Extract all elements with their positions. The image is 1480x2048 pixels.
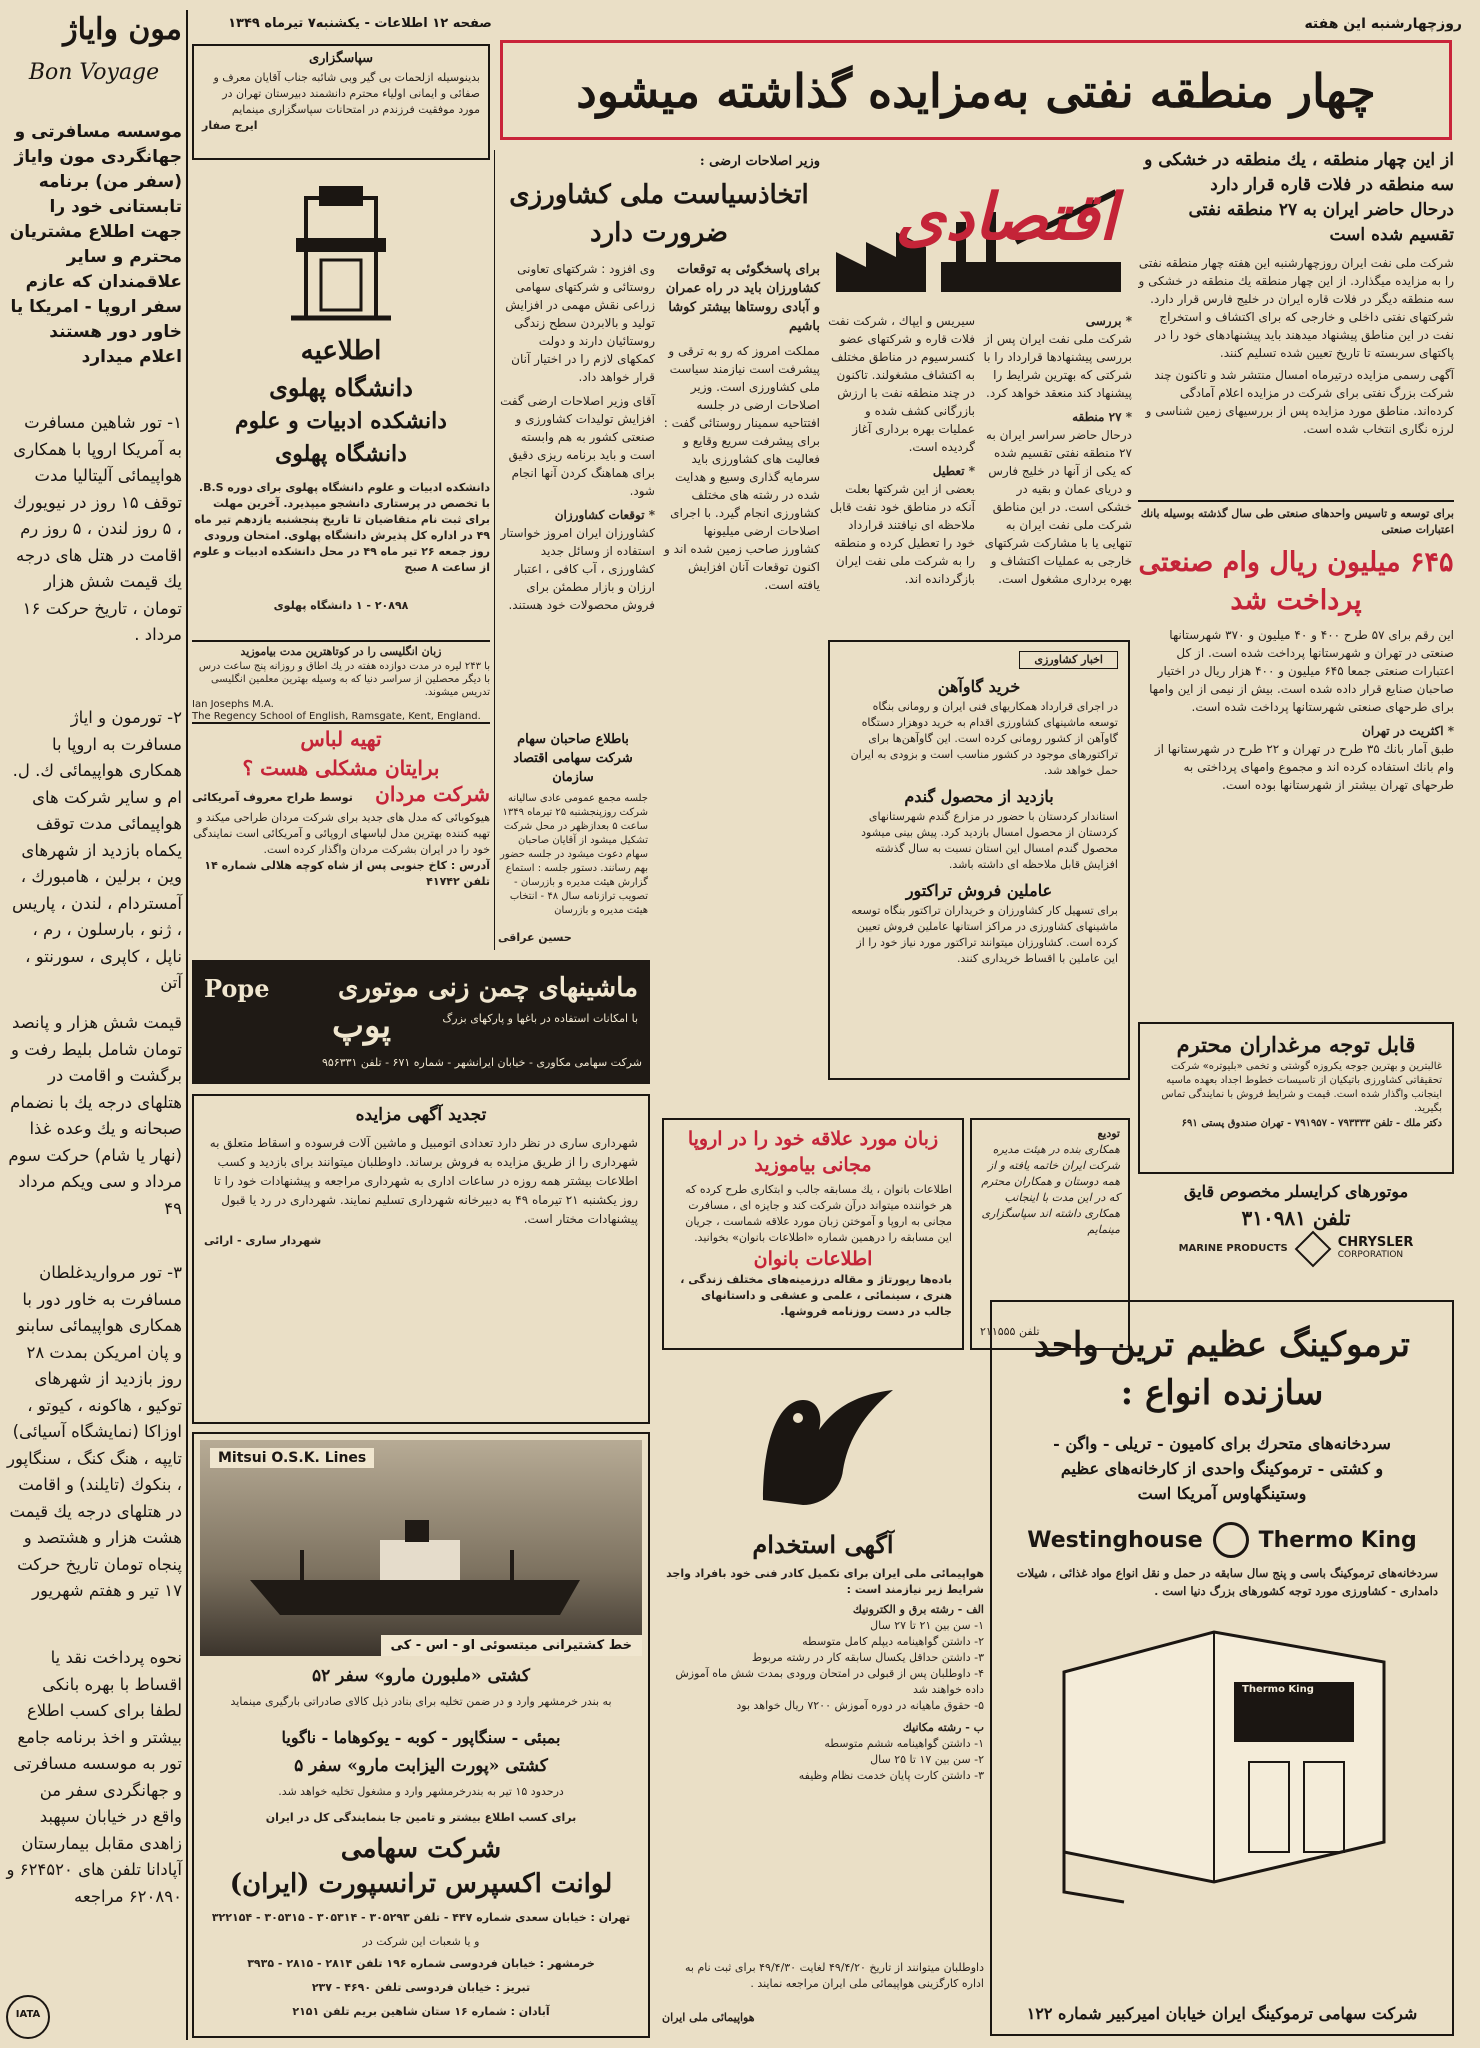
pope-contact: شرکت سهامی مکاوری - خیابان ایرانشهر - شماره ۶۷۱ - تلفن ۹۵۶۳۳۱ <box>321 1056 642 1069</box>
lead-body1: شرکت ملی نفت ایران روزچهارشنبه این هفته چهار منطقه نفتی را به مزایده میگذارد. از این چهار منطقه یك منطقه در خشکی و سه منطقه دیگر در فلات قاره ایران در خلیج فارس قرار دارد. شرکتهای نفتی داخلی و خارجی که برای اکتشاف و استخراج نفت در این مناطق پیشنهاد میدهند باید پیشنهادهای خود را در پاکتهای سربسته تا تاریخ تعیین شده تسلیم کنند. <box>1138 256 1454 360</box>
poultry-body: غالبترین و بهترین جوجه یکروزه گوشتی و تخمی «بلیوتره» شرکت تحقیقاتی کشاورزی باتیکیان از تاسیسات خطوط اجداد بعهده ماسیه اینجانب واگذار شده است. قیمت و شرایط فروش با نمایندگی تماس بگیرید. <box>1161 1061 1442 1114</box>
agri-headline: اتخاذسیاست ملی کشاورزی ضرورت دارد <box>509 180 809 248</box>
languages-ad <box>662 1118 964 1350</box>
main-headline: چهار منطقه نفتی به‌مزایده گذاشته میشود <box>576 64 1376 118</box>
refrigeration-unit-icon <box>1034 1612 1414 1902</box>
column-rule <box>186 10 188 2040</box>
ag-news-b2: استاندار کردستان با حضور در مزارع گندم شهرستانهای کردستان از محصول امسال بازدید کرد. پیش بینی میشود محصول گندم امسال این استان نسبت به سال گذشته افزایش قابل ملاحظه ای داشته باشد. <box>861 810 1118 871</box>
ship1-body: به بندر خرمشهر وارد و در ضمن تخلیه برای بنادر ذیل کالای صادراتی بارگیری مینماید <box>230 1695 612 1708</box>
lead-section27: درحال حاضر سراسر ایران به ۲۷ منطقه نفتی تقسیم شده که یکی از آنها در خلیج فارس و دریای عمان و بقیه در خشکی است. در این مناطق شرکت ملی نفت ایران به تنهایی یا با مشارکت شرکتهای خارجی به عملیات اکتشاف و بهره برداری مشغول است. <box>984 428 1132 586</box>
lead-section27-head: * ۲۷ منطقه <box>1072 410 1132 424</box>
pope-brand <box>204 974 269 1003</box>
university-notice-title: اطلاعیه <box>300 336 382 366</box>
thanks-title: سپاسگزاری <box>308 51 374 66</box>
english-school-ad <box>192 640 490 722</box>
agri-body: مملکت امروز که رو به ترقی و پیشرفت است نیازمند سیاست ملی کشاورزی است. وزیر اصلاحات ارضی در جلسه افتتاحیه سمینار روستائی گفت : برای پیشرفت سریع وقایع و فعالیت های کشاورزی باید سرمایه گذاری وسیع و هدایت شده در رشته های مختلف کشاورزی انجام گیرد. با اجرای اصلاحات ارضی میلیونها کشاورز صاحب زمین شده اند و اکنون توقعات آنان افزایش یافته است. <box>663 344 820 592</box>
bank-body: این رقم برای ۵۷ طرح ۴۰۰ و ۴۰ میلیون و ۳۷۰ شهرستانها صنعتی در تهران و شهرستانها پرداخت شده است. از کل اعتبارات صنعتی جمعا ۶۴۵ میلیون و ۴۰۰ هزار ریال در اختیار صاحبان صنایع قرار داده شده است. بیش از نیمی از این وامها برای طرحهای صنعتی شهرستانها پرداخت شده است. <box>1149 628 1454 714</box>
thermoking-brand: Thermo King <box>1258 1527 1417 1553</box>
hiring-headline: آگهی استخدام <box>752 1530 894 1559</box>
ship1-name: کشتی «ملبورن مارو» سفر ۵۲ <box>311 1666 530 1686</box>
lead-col-left: سیریس و ایپاك ، شرکت نفت فلات قاره و شرکتهای عضو کنسرسیوم در مناطق مختلف به اکتشاف مشغولند. تاکنون در چند منطقه نفت با ارزش بازرگانی کشف شده و عملیات بهره برداری آغاز گردیده است. <box>828 314 975 454</box>
poultry-contact: دکتر ملك - تلفن ۷۹۳۳۳۳ - ۷۹۱۹۵۷ - تهران صندوق پستی ۶۹۱ <box>1181 1118 1442 1129</box>
agri-lead: برای پاسخگوئی به توقعات کشاورزان باید در راه عمران و آبادی روستاها بیشتر کوشا باشیم <box>665 262 820 334</box>
shipping-ad <box>192 1432 650 2038</box>
agri-expect-body: کشاورزان ایران امروز خواستار استفاده از وسائل جدید کشاورزی ، آب کافی ، اعتبار ارزان و بازار مطمئن برای فروش محصولات خود هستند. <box>500 526 655 612</box>
ag-news-h1: خرید گاوآهن <box>937 677 1021 696</box>
bank-tehran-head: * اکثریت در تهران <box>1362 724 1454 738</box>
clothes-address: آدرس : کاخ جنوبی پس از شاه کوچه هلالی شماره ۱۴ <box>204 859 490 872</box>
hiring-requirement: ۲- سن بین ۱۷ تا ۲۵ سال <box>870 1753 984 1766</box>
clothes-question: برایتان مشکلی هست ؟ <box>242 756 440 780</box>
pentastar-icon <box>1294 1231 1331 1268</box>
university-emblem <box>281 178 401 328</box>
lead-subhead2: درحال حاضر ایران به ۲۷ منطقه نفتی تقسیم شده است <box>1188 200 1454 245</box>
english-body: با ۲۴۳ لیره در مدت دوازده هفته در یك اطاق و روزانه پنج ساعت درس با دیگر محصلین از سراسر دنیا که به وسیله بهترین معلمین انگلیسی تدریس میشوند. <box>198 661 490 698</box>
thermoking-body: سردخانه‌های ترموکینگ باسی و پنج سال سابقه در حمل و نقل انواع مواد غذائی ، شیلات دامداری - کشاورزی مورد توجه کشورهای بزرگ دنیا است . <box>1016 1566 1438 1598</box>
homa-bird-icon <box>723 1370 923 1520</box>
lead-cancel-head: * تعطیل <box>932 464 975 478</box>
agri-kicker: وزیر اصلاحات ارضی : <box>699 154 820 169</box>
agriculture-article <box>498 152 820 952</box>
ship-info: برای کسب اطلاع بیشتر و تامین جا بنمایندگی کل در ایران <box>265 1811 577 1824</box>
hiring-req-title2: ب - رشته مکانیك <box>902 1721 984 1734</box>
headline-box <box>500 40 1452 140</box>
chrysler-brand: CHRYSLER <box>1337 1235 1414 1250</box>
university-line2: دانشکده ادبیات و علوم <box>235 408 447 434</box>
ag-news-box <box>828 640 1130 1080</box>
hiring-footer: داوطلبان میتوانند از تاریخ ۴۹/۴/۲۰ لغایت ۴۹/۴/۳۰ برای ثبت نام به اداره کارگزینی هواپیمائی ملی ایران مراجعه نمایند . <box>684 1961 984 1990</box>
english-school: The Regency School of English, Ramsgate, Kent, England. <box>192 711 481 722</box>
clothes-body: هیوکوبائی که مدل های جدید برای شرکت مردان طراحی میکند و تهیه کننده بهترین مدل لباسهای اروپائی و آمریکائی است نمایندگی خود را در ایران بشرکت مردان واگذار کرده است. <box>193 811 490 856</box>
hiring-requirement: ۴- داوطلبان پس از قبولی در امتحان ورودی بمدت شش ماه آموزش داده خواهند شد <box>675 1667 984 1696</box>
clothes-title: تهیه لباس <box>300 727 382 751</box>
lead-article <box>1138 148 1454 518</box>
thermoking-headline1: ترموکینگ عظیم ترین واحد <box>1033 1325 1410 1365</box>
hiring-requirements <box>662 1602 984 1784</box>
university-line3: دانشگاه پهلوی <box>275 441 407 467</box>
thanks-notice <box>192 44 490 160</box>
lead-article-cont <box>826 312 1132 638</box>
clothes-phone: تلفن ۴۱۷۴۲ <box>426 875 490 888</box>
clothes-tagline: توسط طراح معروف آمریکائی <box>192 791 353 804</box>
ship2-name: کشتی «پورت الیزابت مارو» سفر ۵ <box>294 1756 548 1776</box>
chrysler-marine: MARINE PRODUCTS <box>1178 1243 1288 1254</box>
tour-2-price: قیمت شش هزار و پانصد تومان شامل بلیط رفت و برگشت و اقامت در هتلهای درجه یك با نضمام صبحانه و یك وعده غذا (نهار یا شام) حرکت سوم مرداد و سی ویکم مرداد ۴۹ <box>8 1013 182 1218</box>
farewell-title: تودیع <box>1097 1127 1120 1140</box>
farewell-phone: تلفن ۲۱۱۵۵۵ <box>980 1325 1040 1338</box>
shipping-addr3: خرمشهر : خیابان فردوسی شماره ۱۹۶ تلفن ۲۸۱۴ - ۲۸۱۵ - ۳۹۳۵ <box>247 1957 595 1970</box>
auction-signature: شهردار ساری - ارائی <box>204 1234 322 1247</box>
thermoking-sub2: و کشتی - ترموکینگ واحدی از کارخانه‌های عظیم <box>1060 1459 1384 1478</box>
ship2-body: درحدود ۱۵ تیر به بندرخرمشهر وارد و مشغول تخلیه خواهد شد. <box>278 1785 564 1798</box>
auction-notice <box>192 1094 650 1424</box>
ship-icon <box>240 1490 600 1630</box>
university-line1: دانشگاه پهلوی <box>269 373 413 402</box>
day-note: روزچهارشنبه این هفته <box>1304 16 1462 32</box>
chrysler-title: موتورهای کرایسلر مخصوص قایق <box>1183 1182 1409 1201</box>
shipping-addr4: تبریز : خیابان فردوسی تلفن ۴۶۹۰ - ۲۳۷ <box>311 1981 531 1994</box>
poultry-ad <box>1138 1022 1454 1174</box>
ag-news-h3: عاملین فروش تراکتور <box>905 881 1053 900</box>
english-name: Ian Josephs M.A. <box>192 699 274 710</box>
thermoking-unit-label: Thermo King <box>1242 1684 1314 1695</box>
clothes-company: شرکت مردان <box>375 782 490 806</box>
hiring-ad <box>662 1360 984 2036</box>
ship-photo <box>200 1440 642 1656</box>
hiring-requirement: ۳- داشتن حداقل یکسال سابقه کار در رشته مربوط <box>751 1651 984 1664</box>
languages-list: باده‌ها رپورتاژ و مقاله درزمینه‌های مختلف زندگی ، هنری ، سینمائی ، علمی و عشقی و داستانهای جالب در دست روزنامه فروشها. <box>680 1273 952 1318</box>
agri-body3: آقای وزیر اصلاحات ارضی گفت افزایش تولیدات کشاورزی و صنعتی کشور به هم وابسته است و باید برنامه ریزی دقیق برای هماهنگ کردن آنها انجام شود. <box>500 394 655 498</box>
thermoking-sub3: وستینگهاوس آمریکا است <box>1137 1484 1307 1503</box>
chrysler-phone: تلفن ۳۱۰۹۸۱ <box>1241 1206 1351 1230</box>
bank-headline: ۶۴۵ میلیون ریال وام صنعتی پرداخت شد <box>1138 547 1454 616</box>
thermoking-footer: شرکت سهامی ترموکینگ ایران خیابان امیرکبیر شماره ۱۲۲ <box>1026 2004 1418 2023</box>
agency-logo-en: Bon Voyage <box>28 60 160 85</box>
lead-body2: آگهی رسمی مزایده درتیرماه امسال منتشر شد و تاکنون چند شرکت بزرگ نفتی برای شرکت در مزایده اعلام آمادگی کرده‌اند. مناطق مورد مزایده پس از بررسیهای زمین شناسی و لرزه نگاری انتخاب شده است. <box>1145 368 1454 436</box>
page-header <box>190 8 1474 38</box>
pope-sub: با امکانات استفاده در باغها و پارکهای بزرگ <box>442 1012 638 1025</box>
shipping-addr1: تهران : خیابان سعدی شماره ۴۴۷ - تلفن ۳۰۵۲۹۳ - ۳۰۵۳۱۴ - ۳۰۵۳۱۵ - ۳۲۲۱۵۴ <box>211 1911 631 1924</box>
pope-headline: ماشینهای چمن زنی موتوری <box>337 973 638 1003</box>
thermoking-brands <box>1002 1522 1442 1558</box>
travel-agency-ad <box>6 10 182 2040</box>
pope-name: پوپ <box>332 1006 392 1046</box>
iata-label: IATA <box>15 2009 41 2020</box>
westinghouse-brand: Westinghouse <box>1027 1527 1203 1553</box>
hiring-org: هواپیمائی ملی ایران <box>662 2011 755 2024</box>
lead-review-head: * بررسی <box>1085 314 1132 328</box>
hiring-requirement: ۱- سن بین ۲۱ تا ۲۷ سال <box>870 1619 984 1632</box>
shipping-addr5: آبادان : شماره ۱۶ ستان شاهین بریم تلفن ۲۱۵۱ <box>292 2005 550 2018</box>
thermoking-sub1: سردخانه‌های متحرك برای کامیون - تریلی - واگن - <box>1053 1434 1391 1453</box>
thanks-signature: ایرج صفار <box>202 119 258 132</box>
tour-3: ۳- تور مرواریدغلطان مسافرت به خاور دور با همکاری هواپیمائی سابنو و پان امریکن بمدت ۲۸ روز بازدید از شهرهای توکیو ، هاکونه ، کیوتو ، اوزاکا (نمایشگاه آسیائی) تایپه ، هنگ کنگ ، سنگاپور ، بنکوك (تایلند) و اقامت در هتلهای درجه یك قیمت هشت هزار و هشتصد و پنجاه تومان تاریخ حرکت ۱۷ تیر و هفتم شهریور <box>7 1263 182 1600</box>
agri-expect-head: * توقعات کشاورزان <box>554 508 655 522</box>
hiring-requirement: ۱- داشتن گواهینامه ششم متوسطه <box>824 1737 984 1750</box>
lead-review-body: شرکت ملی نفت ایران پس از بررسی پیشنهادها قرارداد را با شرکتی که بهترین شرایط را پیشنهاد کند منعقد خواهد کرد. <box>983 332 1132 400</box>
auction-title: تجدید آگهی مزایده <box>355 1105 487 1125</box>
shipping-company: شرکت سهامی <box>340 1834 502 1864</box>
westinghouse-icon <box>1213 1522 1249 1558</box>
chrysler-brand2: CORPORATION <box>1337 1250 1404 1260</box>
thermoking-headline2: سازنده انواع : <box>1120 1373 1324 1413</box>
ship-caption: خط کشتیرانی میتسوئی او - اس - کی <box>381 1635 642 1656</box>
hiring-req-title: الف - رشته برق و الکترونیك <box>852 1603 984 1616</box>
ag-news-title: اخبار کشاورزی <box>1019 651 1118 669</box>
english-title: زبان انگلیسی را در کوتاهترین مدت بیاموزید <box>240 645 442 658</box>
ag-news-h2: بازدید از محصول گندم <box>904 787 1054 806</box>
thanks-body: بدینوسیله ازلحمات بی گیر وبی شائبه جناب آقایان معرف و صفائی و ایمانی اولیاء محترم دانشمند دبیرستان تهران در مورد موفقیت فرزندم در امتحانات سپاسگزاری مینمایم <box>213 71 480 116</box>
economic-section-title: اقتصادی <box>895 180 1117 255</box>
university-notice <box>192 168 490 628</box>
farewell-body: همکاری بنده در هیئت مدیره شرکت ایران خاتمه یافته و از همه دوستان و همکاران محترم که در این مدت با اینجانب همکاری داشته اند سپاسگزاری مینمایم <box>981 1143 1120 1236</box>
mitsui-logo: Mitsui O.S.K. Lines <box>210 1448 374 1468</box>
tour-1: ۱- تور شاهین مسافرت به آمریکا اروپا با همکاری هواپیمائی آلیتالیا مدت توقف ۱۵ روز در نیویورك ، ۵ روز لندن ، ۵ روز رم اقامت در هتل های درجه یك قیمت شش هزار تومان ، تاریخ حرکت ۱۶ مرداد . <box>13 413 182 644</box>
pope-brand-text: Pope <box>204 974 270 1003</box>
payment-info: نحوه پرداخت نقد یا اقساط با بهره بانکی لطفا برای کسب اطلاع بیشتر و اخذ برنامه جامع تور به موسسه مسافرتی و جهانگردی سفر من واقع در خیابان سپهبد زاهدی مقابل بیمارستان آپادانا تلفن های ۶۲۴۵۲۰ و ۶۲۰۸۹۰ مراجعه <box>6 1648 182 1906</box>
bank-kicker: برای توسعه و تاسیس واحدهای صنعتی طی سال گذشته بوسیله بانك اعتبارات صنعتی <box>1140 507 1454 536</box>
stock-body: جلسه مجمع عمومی عادی سالیانه شرکت روزپنجشنبه ۲۵ تیرماه ۱۳۴۹ ساعت ۵ بعدازظهر در محل شرکت تشکیل میشود از آقایان صاحبان سهام دعوت میشود در جلسه حضور بهم رسانند. دستور جلسه : استماع گزارش هیئت مدیره و بازرسان - تصویب ترازنامه سال ۴۸ - انتخاب هیئت مدیره و بازرسان <box>500 793 648 916</box>
stock-signature: حسین عراقی <box>498 931 572 944</box>
university-footer: ۲۰۸۹۸ - ۱ دانشگاه پهلوی <box>273 599 409 612</box>
tour-2: ۲- تورمون و ایاژ مسافرت به اروپا با همکاری هواپیمائی ك. ل. ام و سایر شرکت های هواپیمائی مدت توقف یکماه بازدید از شهرهای وین ، برلین ، هامبورك ، آمستردام ، لندن ، پاریس ، ژنو ، بارسلون ، رم ، ناپل ، کاپری ، سورنتو ، آتن <box>11 708 182 992</box>
languages-body: اطلاعات بانوان ، یك مسابقه جالب و ابتکاری طرح کرده که هر خواننده میتواند درآن شرکت کند و جایزه ای ، مسافرت مجانی به اروپا و آموختن زبان مورد علاقه شماست ، جریان این مسابقه را درهمین شماره «اطلاعات بانوان» بخوانید. <box>685 1183 952 1244</box>
poultry-headline: قابل توجه مرغداران محترم <box>1176 1032 1416 1057</box>
bank-article <box>1138 500 1454 1020</box>
clothes-ad <box>192 722 490 1000</box>
shipping-company2: لوانت اکسپرس ترانسپورت (ایران) <box>229 1869 613 1899</box>
university-body: دانشکده ادبیات و علوم دانشگاه پهلوی برای دوره B.S. با تخصص در پرستاری دانشجو میپذیرد. آخرین مهلت برای ثبت نام متقاضیان تا تاریخ پنجشنبه یازدهم تیر ماه ۴۹ در اداره کل پذیرش دانشگاه پهلوی. امتحان ورودی روز جمعه ۲۶ تیر ماه ۴۹ در محل دانشکده ادبیات و علوم از ساعت ۸ صبح <box>192 481 490 574</box>
hiring-requirement: ۳- داشتن کارت پایان خدمت نظام وظیفه <box>798 1769 984 1782</box>
lead-cancel-body: بعضی از این شرکتها بعلت آنکه در مناطق خود نفت قابل ملاحظه ای نیافتند قرارداد خود را تعطیل کرده و منطقه را به شرکت ملی نفت ایران بازگردانده اند. <box>829 482 975 586</box>
economic-section-logo <box>826 172 1132 306</box>
lead-subhead: از این چهار منطقه ، یك منطقه در خشکی و سه منطقه در فلات قاره قرار دارد <box>1144 150 1454 195</box>
auction-body: شهرداری ساری در نظر دارد تعدادی اتومبیل و ماشین آلات فرسوده و اسقاط متعلق به شهرداری را از طریق مزایده به فروش برساند. داوطلبان میتوانند برای بازدید و کسب اطلاعات بیشتر همه روزه در ساعات اداری به شهرداری مراجعه و پیشنهادات خود را تا روز یکشنبه ۲۱ تیرماه ۴۹ به دبیرخانه شهرداری تسلیم نمایند. شهرداری در رد یا قبول پیشنهادات مختار است. <box>209 1136 638 1226</box>
agency-logo-fa: مون وایاژ <box>63 12 182 47</box>
ag-news-b3: برای تسهیل کار کشاورزان و خریداران تراکتور بنگاه توسعه ماشینهای کشاورزی در مراکز استانها عاملین فروش تعیین کرده است. کشاورزان میتوانند تراکتور مورد نیاز خود را از این عاملین با اقساط خریداری کنند. <box>851 904 1118 965</box>
hiring-requirement: ۵- حقوق ماهیانه در دوره آموزش ۷۲۰۰ ریال خواهد بود <box>736 1699 984 1712</box>
pope-ad <box>192 960 650 1084</box>
shipping-addr2: و یا شعبات این شرکت در <box>362 1935 480 1948</box>
hiring-requirement: ۲- داشتن گواهینامه دیپلم کامل متوسطه <box>802 1635 984 1648</box>
ship-ports: بمبئی - سنگاپور - کوبه - یوکوهاما - ناگویا <box>281 1728 561 1747</box>
languages-magazine: اطلاعات بانوان <box>753 1248 873 1270</box>
iata-logo <box>6 1995 50 2039</box>
column-rule <box>494 150 495 950</box>
agri-body2: وی افزود : شرکتهای تعاونی روستائی و شرکتهای سهامی زراعی نقش مهمی در افزایش تولید و بالابردن سطح زندگی روستائیان دارند و دولت کمکهای لازم را در اختیار آنان قرار خواهد داد. <box>505 262 655 384</box>
page-info: صفحه ۱۲ اطلاعات - یکشنبه۷ تیرماه ۱۳۴۹ <box>228 16 492 31</box>
languages-headline: زبان مورد علاقه خود را در اروپا مجانی بیاموزید <box>687 1128 939 1176</box>
thermoking-ad <box>990 1300 1454 2036</box>
stock-title: باطلاع صاحبان سهام شرکت سهامی اقتصاد سازمان <box>513 732 633 785</box>
hiring-intro: هواپیمائی ملی ایران برای تکمیل کادر فنی خود بافراد واجد شرایط زیر نیازمند است : <box>666 1567 984 1596</box>
bank-tehran-body: طبق آمار بانك ۳۵ طرح در تهران و ۲۲ طرح در شهرستانها از وام بانك استفاده کرده اند و مجموع وامهای پرداختی به طرحهای تهران بیشتر از شهرستانها بوده است. <box>1154 742 1454 792</box>
agency-intro: موسسه مسافرتی و جهانگردی مون وایاژ (سفر من) برنامه تابستانی خود را جهت اطلاع مشتریان محترم و سایر علاقمندان که عازم سفر اروپا - امریکا یا خاور دور هستند اعلام میدارد <box>9 122 182 367</box>
ag-news-b1: در اجرای قرارداد همکاریهای فنی ایران و رومانی بنگاه توسعه ماشینهای کشاورزی اقدام به خرید دوهزار دستگاه گاوآهن از کشور رومانی کرده است. این گاوآهن‌ها برای تراکتورهای موجود در کشور مناسب است و بزودی به ایران حمل خواهد شد. <box>850 700 1118 777</box>
chrysler-ad <box>1138 1180 1454 1288</box>
